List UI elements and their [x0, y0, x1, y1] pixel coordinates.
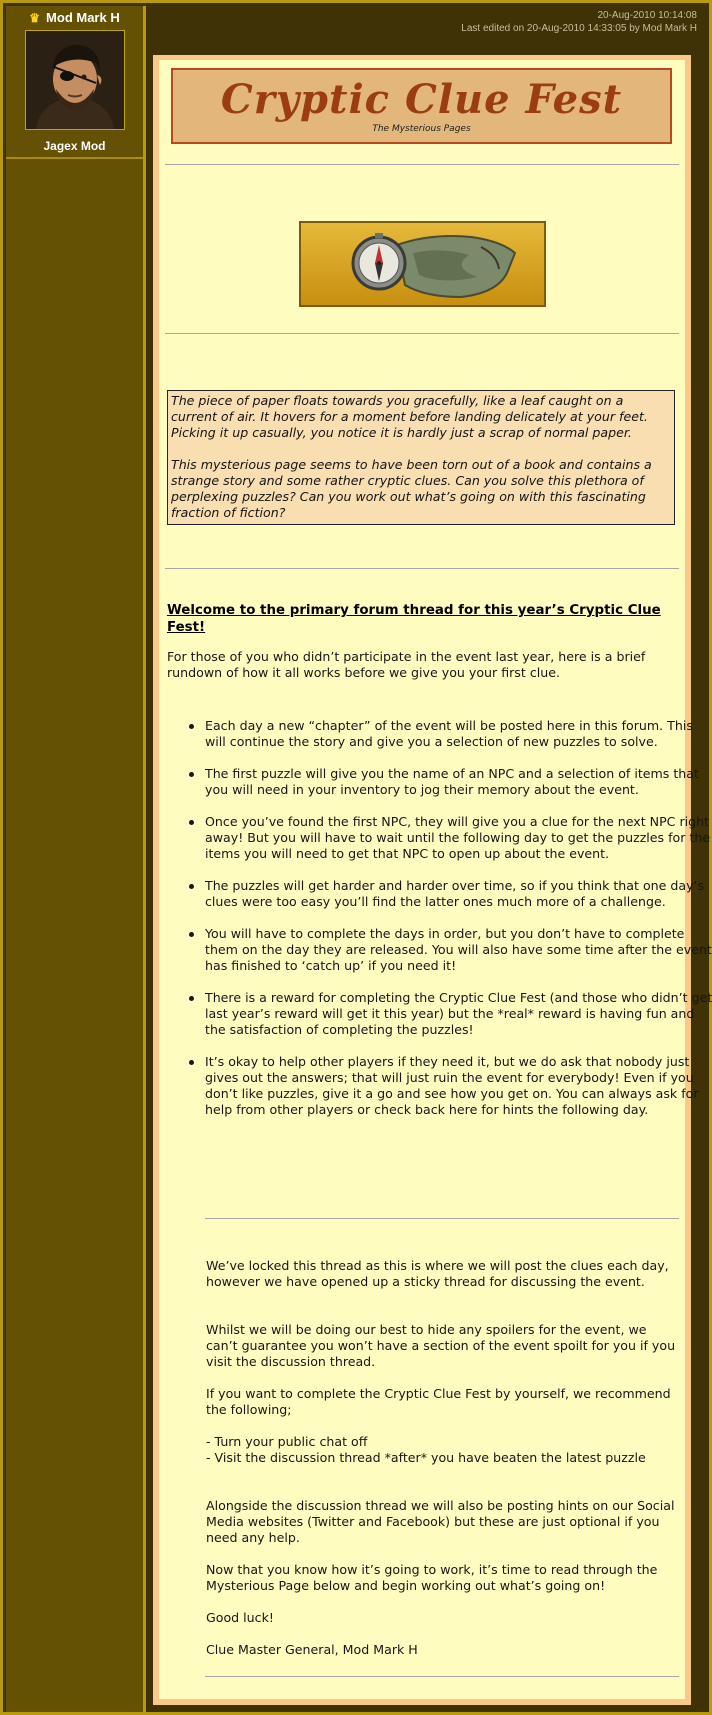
compass-map-icon [301, 223, 544, 305]
list-item: The puzzles will get harder and harder over time, so if you think that one day’s clues were too easy you’ll find the latter ones much more of a challenge. [205, 878, 712, 910]
list-item: The first puzzle will give you the name of an NPC and a selection of items that you will need in your inventory to jog their memory about the event. [205, 766, 712, 798]
welcome-heading: Welcome to the primary forum thread for this year’s Cryptic Clue Fest! [167, 603, 661, 635]
list-item: There is a reward for completing the Cryptic Clue Fest (and those who didn’t get last year’s reward will get it this year) but the *real* reward is having fun and the satisfaction of completing the puzzles! [205, 990, 712, 1038]
edit-note: Last edited on 20-Aug-2010 14:33:05 by Mod Mark H [461, 23, 697, 34]
list-item: Each day a new “chapter” of the event will be posted here in this forum. This will continue the story and give you a selection of new puzzles to solve. [205, 718, 712, 750]
next-steps-note: Now that you know how it’s going to work, it’s time to read through the Mysterious Page below and begin working out what’s going on! [206, 1562, 658, 1593]
avatar [25, 30, 125, 130]
avatar-portrait-icon [26, 31, 124, 129]
author-card [6, 6, 143, 159]
post-body [159, 60, 712, 1699]
rundown-paragraph: For those of you who didn’t participate in the event last year, here is a brief rundown of how it all works before we give you your first clue. [167, 649, 646, 680]
author-sidebar [6, 6, 146, 1712]
list-item: Once you’ve found the first NPC, they will give you a clue for the next NPC right away! But you will have to wait until the following day to get the puzzles for the items you will need to get that NPC to open up about the event. [205, 814, 712, 862]
divider [165, 568, 679, 569]
list-item: You will have to complete the days in order, but you don’t have to complete them on the day they are released. You will also have some time after the event has finished to ‘catch up’ if you need it! [205, 926, 712, 974]
tip-item: - Turn your public chat off [206, 1434, 368, 1449]
divider [165, 333, 679, 334]
banner-title: Cryptic Clue Fest [220, 76, 623, 123]
author-name[interactable] [6, 10, 143, 25]
crown-icon: ♛ [29, 11, 41, 25]
rules-list [167, 718, 712, 1118]
tip-item: - Visit the discussion thread *after* you have beaten the latest puzzle [206, 1450, 646, 1465]
divider [205, 1676, 679, 1677]
social-note: Alongside the discussion thread we will also be posting hints on our Social Media websites (Twitter and Facebook) but these are just optional if you need any help. [206, 1498, 675, 1545]
good-luck-note: Good luck! [206, 1610, 274, 1625]
post-timestamp: 20-Aug-2010 10:14:08 [597, 10, 697, 21]
spoiler-note: Whilst we will be doing our best to hide any spoilers for the event, we can’t guarantee you won’t have a section of the event spoilt for you if you visit the discussion thread. [206, 1322, 676, 1369]
post-meta [461, 9, 697, 35]
banner-subtitle: The Mysterious Pages [372, 124, 471, 134]
list-item: It’s okay to help other players if they need it, but we do ask that nobody just gives out the answers; that will just ruin the event for everybody! Even if you don’t like puzzles, give it a go and see how you get on. You can always ask for help from other players or check back here for hints the following day. [205, 1054, 712, 1118]
signoff: Clue Master General, Mod Mark H [206, 1642, 418, 1657]
divider [205, 1218, 679, 1219]
post-body-border [153, 55, 712, 1705]
recommend-note: If you want to complete the Cryptic Clue Fest by yourself, we recommend the following; [206, 1386, 671, 1417]
author-name-text: Mod Mark H [46, 10, 120, 25]
locked-note: We’ve locked this thread as this is where we will post the clues each day, however we have opened up a sticky thread for discussing the event. [206, 1258, 669, 1289]
author-role: Jagex Mod [43, 139, 106, 153]
divider [165, 164, 679, 165]
intro-paragraph: This mysterious page seems to have been torn out of a book and contains a strange story and some rather cryptic clues. Can you solve this plethora of perplexing puzzles? Can you work out what’s going on with this fascinating fraction of fiction? [171, 457, 652, 520]
story-intro-box [167, 390, 675, 525]
compass-map-image [299, 221, 546, 307]
event-banner [171, 68, 672, 144]
intro-paragraph: The piece of paper floats towards you gracefully, like a leaf caught on a current of air. It hovers for a moment before landing delicately at your feet. Picking it up casually, you notice it is hardly just a scrap of normal paper. [171, 393, 648, 440]
